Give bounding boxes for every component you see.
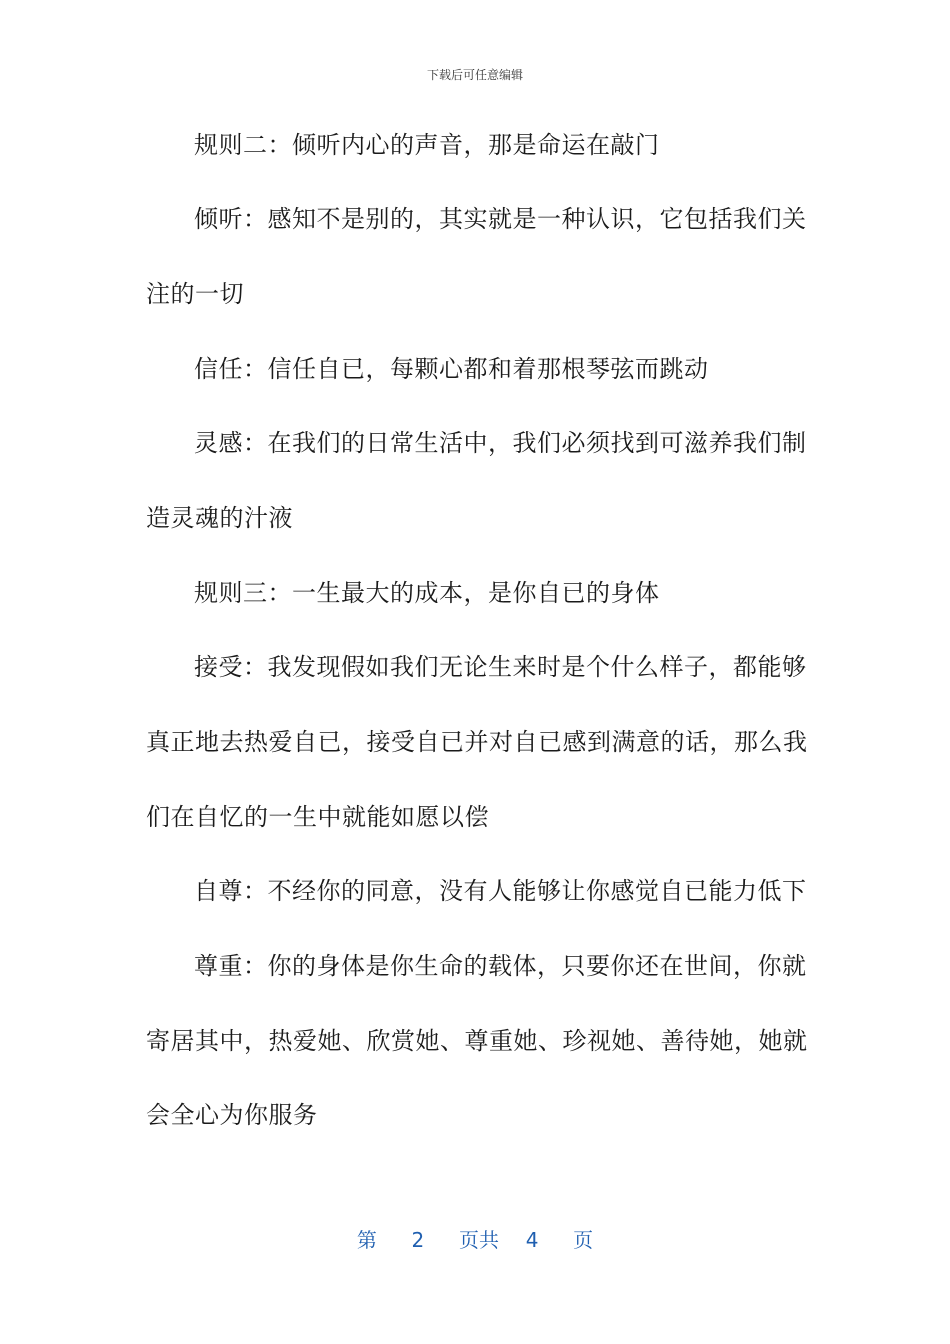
paragraph-line: 会全心为你服务 <box>146 1101 318 1129</box>
paragraph-line: 倾听：感知不是别的，其实就是一种认识，它包括我们关 <box>194 205 807 233</box>
paragraph-line: 信任：信任自已，每颗心都和着那根琴弦而跳动 <box>194 355 709 383</box>
paragraph-line: 接受：我发现假如我们无论生来时是个什么样子，都能够 <box>194 653 807 681</box>
page-header-note: 下载后可任意编辑 <box>426 68 523 82</box>
paragraph-line: 尊重：你的身体是你生命的载体，只要你还在世间，你就 <box>194 952 807 980</box>
current-page-number: 2 <box>411 1228 425 1252</box>
paragraph-line: 真正地去热爱自已，接受自已并对自已感到满意的话，那么我 <box>146 728 808 756</box>
footer-prefix: 第 <box>356 1228 377 1252</box>
footer-middle: 页共 <box>459 1228 499 1252</box>
paragraph-line: 自尊：不经你的同意，没有人能够让你感觉自已能力低下 <box>194 877 807 905</box>
paragraph-line: 规则二：倾听内心的声音，那是命运在敲门 <box>194 131 660 159</box>
paragraph-line: 灵感：在我们的日常生活中，我们必须找到可滋养我们制 <box>194 429 807 457</box>
footer-suffix: 页 <box>573 1228 594 1252</box>
paragraph-line: 规则三：一生最大的成本，是你自已的身体 <box>194 579 660 607</box>
total-page-number: 4 <box>525 1228 539 1252</box>
paragraph-line: 们在自忆的一生中就能如愿以偿 <box>146 803 489 831</box>
paragraph-line: 寄居其中，热爱她、欣赏她、尊重她、珍视她、善待她，她就 <box>146 1027 808 1055</box>
page-number-footer <box>0 1224 950 1253</box>
paragraph-line: 注的一切 <box>146 280 244 308</box>
paragraph-line: 造灵魂的汁液 <box>146 504 293 532</box>
